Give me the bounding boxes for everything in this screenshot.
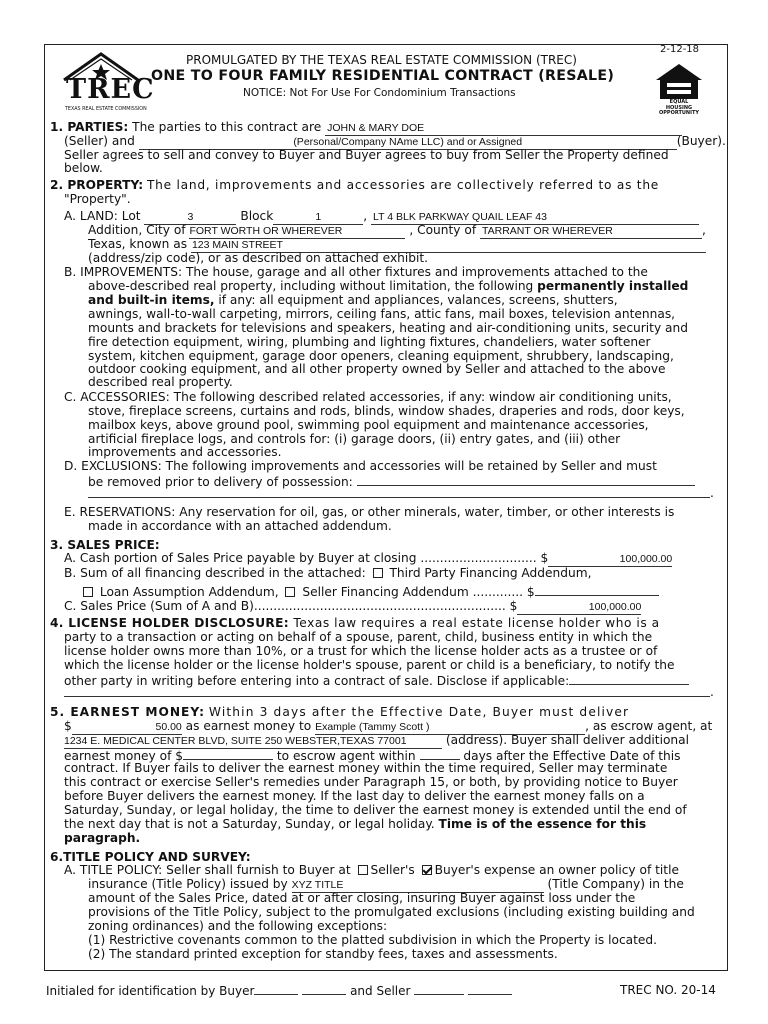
s5-heading: 5. EARNEST MONEY:: [50, 705, 206, 719]
cash-amount-field[interactable]: 100,000.00: [548, 553, 672, 567]
land-lot-label: A. LAND: Lot: [64, 209, 141, 223]
s5-text-2: this contract or exercise Seller's remedies under Paragraph 15, or both, by providing notice to Buyer: [64, 775, 678, 789]
address-field[interactable]: 123 MAIN STREET: [191, 239, 706, 253]
land-line: A. LAND: Lot 3 Block 1 , LT 4 BLK PARKWAY QUAIL LEAF 43: [64, 210, 699, 225]
and-seller-label: and Seller: [350, 984, 411, 998]
insurance-label: insurance (Title Policy) issued by: [88, 877, 288, 891]
s6-line1: [64, 864, 679, 877]
notice-line: NOTICE: Not For Use For Condominium Transactions: [243, 87, 516, 99]
financing-line: [64, 567, 591, 580]
s4-text-2: party to a transaction or acting on behalf of a spouse, parent, child, business entity in which the: [64, 630, 653, 644]
s2-lead: The land, improvements and accessories are collectively referred to as the: [146, 178, 660, 192]
escrow-agent-label: , as escrow agent, at: [585, 719, 713, 733]
title-company-field[interactable]: XYZ TITLE: [292, 879, 544, 893]
s1-text-2: below.: [64, 161, 103, 175]
days-field[interactable]: [420, 748, 460, 760]
exclusions-l1: D. EXCLUSIONS: The following improvements and accessories will be retained by Seller and must: [64, 459, 657, 473]
county-label: , County of: [409, 223, 477, 237]
buyer-initial-1[interactable]: [254, 983, 298, 995]
city-field[interactable]: FORT WORTH OR WHEREVER: [189, 225, 405, 239]
within-label: to escrow agent within: [276, 749, 416, 763]
promulgated-line: PROMULGATED BY THE TEXAS REAL ESTATE COMMISSION (TREC): [186, 53, 577, 67]
financing-line2: [80, 584, 659, 599]
s1-heading: 1. PARTIES:: [50, 120, 129, 134]
s5-line1: [50, 706, 629, 719]
s6-text-2: provisions of the Title Policy, subject to the promulgated exclusions (including existing building and: [88, 905, 695, 919]
exclusions-end: .: [710, 486, 714, 500]
s4-text-1: Texas law requires a real estate license holder who is a: [288, 616, 660, 630]
buyer-expense-label: Buyer's expense an owner policy of title: [434, 863, 679, 877]
accessories-l2: stove, fireplace screens, curtains and rods, blinds, window shades, draperies and rods, door keys,: [88, 404, 685, 418]
exclusions-field-2[interactable]: [88, 497, 710, 498]
s4-line1: [50, 617, 660, 630]
s6-text-1: amount of the Sales Price, dated at or after closing, insuring Buyer against loss under the: [88, 891, 636, 905]
s5-essence: Time is of the essence for this: [438, 817, 647, 831]
eho-text: EQUAL HOUSING OPPORTUNITY: [658, 99, 699, 116]
disclosure-field[interactable]: [569, 673, 689, 685]
financing-label: B. Sum of all financing described in the attached:: [64, 566, 366, 580]
seller-label: (Seller) and: [64, 134, 135, 148]
reservations-l1: E. RESERVATIONS: Any reservation for oil, gas, or other minerals, water, timber, or other interests is: [64, 505, 675, 519]
improvements-l5: mounts and brackets for televisions and speakers, heating and air-conditioning units, security and: [88, 321, 688, 335]
third-party-label: Third Party Financing Addendum,: [389, 566, 592, 580]
s2-lead2: "Property".: [64, 192, 131, 206]
buyer-label: (Buyer).: [676, 134, 726, 148]
seller-expense-checkbox[interactable]: [358, 865, 368, 875]
lot-field[interactable]: 3: [144, 211, 236, 225]
improvements-bold: permanently installed: [537, 279, 689, 293]
exclusions-text: be removed prior to delivery of possession:: [88, 475, 353, 489]
buyer-name-field[interactable]: (Personal/Company NAme LLC) and or Assigned: [139, 136, 677, 150]
s5-text-1: contract. If Buyer fails to deliver the earnest money within the time required, Seller may terminate: [64, 761, 668, 775]
accessories-l4: artificial fireplace logs, and controls for: (i) garage doors, (ii) entry gates, and (iii) other: [88, 432, 621, 446]
disclosure-end: .: [710, 685, 714, 699]
s6-text-4: (1) Restrictive covenants common to the platted subdivision in which the Property is located.: [88, 933, 658, 947]
buyer-expense-checkbox[interactable]: [422, 865, 432, 875]
improvements-text: above-described real property, including without limitation, the following: [88, 279, 534, 293]
address-note: (address/zip code), or as described on attached exhibit.: [88, 251, 429, 265]
improvements-l9: described real property.: [88, 375, 233, 389]
s2-line1: [50, 179, 659, 192]
equal-housing-icon: [654, 62, 704, 118]
reservations-l2: made in accordance with an attached addendum.: [88, 519, 392, 533]
initialed-label: Initialed for identification by Buyer: [46, 984, 255, 998]
loan-assumption-label: Loan Assumption Addendum,: [99, 585, 279, 599]
s5-lead: Within 3 days after the Effective Date, Buyer must deliver: [208, 705, 630, 719]
financing-amount-field[interactable]: [535, 584, 659, 596]
accessories-l1: C. ACCESSORIES: The following described related accessories, if any: window air conditioning units,: [64, 390, 672, 404]
third-party-checkbox[interactable]: [373, 568, 383, 578]
s2-heading: 2. PROPERTY:: [50, 178, 144, 192]
seller-expense-label: Seller's: [370, 863, 415, 877]
improvements-l8: outdoor cooking equipment, and all other property owned by Seller and attached to the above: [88, 362, 666, 376]
s4-heading: 4. LICENSE HOLDER DISCLOSURE:: [50, 616, 289, 630]
days-label: days after the Effective Date of this: [463, 749, 681, 763]
improvements-l1: B. IMPROVEMENTS: The house, garage and all other fixtures and improvements attached to the: [64, 265, 648, 279]
title-company-label: (Title Company) in the: [547, 877, 684, 891]
known-as-label: Texas, known as: [88, 237, 188, 251]
sales-price-field[interactable]: 100,000.00: [517, 601, 641, 615]
s4-line5: [64, 673, 689, 688]
improvements-text-2: if any: all equipment and appliances, valances, screens, shutters,: [214, 293, 618, 307]
form-date: 2-12-18: [660, 44, 700, 55]
improvements-l6: fire detection equipment, wiring, plumbing and lighting fixtures, chandeliers, water softener: [88, 335, 651, 349]
disclosure-field-2[interactable]: [64, 696, 710, 697]
s5-essence-2: paragraph.: [64, 831, 141, 845]
improvements-l3: [88, 294, 618, 307]
legal-description-field[interactable]: LT 4 BLK PARKWAY QUAIL LEAF 43: [371, 211, 699, 225]
improvements-l7: system, kitchen equipment, garage door openers, cleaning equipment, shrubbery, landscaping,: [88, 349, 674, 363]
title-policy-label: A. TITLE POLICY: Seller shall furnish to Buyer at: [64, 863, 351, 877]
sales-price-line: [64, 600, 641, 615]
addition-label: Addition, City of: [88, 223, 186, 237]
seller-initial-2[interactable]: [468, 983, 512, 995]
s5-text-4: Saturday, Sunday, or legal holiday, the time to deliver the earnest money is extended until the end of: [64, 803, 687, 817]
exclusions-l2: [88, 474, 695, 489]
earnest-label: as earnest money to: [185, 719, 312, 733]
improvements-bold-2: and built-in items,: [88, 293, 215, 307]
improvements-l2: [88, 280, 688, 293]
s4-text-3: license holder owns more than 10%, or a trust for which the license holder acts as a trustee or of: [64, 644, 658, 658]
seller-initial-1[interactable]: [414, 983, 464, 995]
county-field[interactable]: TARRANT OR WHEREVER: [480, 225, 702, 239]
s6-heading: 6.TITLE POLICY AND SURVEY:: [50, 850, 251, 864]
s1-line1: [50, 121, 682, 136]
earnest-amount-field[interactable]: 50.00: [72, 721, 182, 735]
s4-text-4: which the license holder or the license holder's spouse, parent or child is a beneficiary, to notify the: [64, 658, 675, 672]
additional-earnest-label: earnest money of $: [64, 749, 184, 763]
earnest-dollar: $: [64, 719, 72, 733]
trec-logo: [60, 50, 155, 118]
s5-line9: [64, 818, 646, 831]
city-line: Addition, City of FORT WORTH OR WHEREVER , County of TARRANT OR WHEREVER ,: [88, 223, 706, 237]
logo-text: TREC: [66, 74, 155, 105]
s3-heading: 3. SALES PRICE:: [50, 538, 160, 552]
page-title: ONE TO FOUR FAMILY RESIDENTIAL CONTRACT (RESALE): [151, 68, 615, 84]
s5-text-3: before Buyer delivers the earnest money. If the last day to deliver the earnest money falls on a: [64, 789, 645, 803]
form-number: TREC NO. 20-14: [620, 983, 716, 997]
s1-text-1: Seller agrees to sell and convey to Buyer and Buyer agrees to buy from Seller the Property defined: [64, 148, 669, 162]
exclusions-field[interactable]: [357, 474, 695, 486]
improvements-l4: awnings, wall-to-wall carpeting, mirrors, ceiling fans, attic fans, mail boxes, television antennas,: [88, 307, 676, 321]
seller-name-field[interactable]: JOHN & MARY DOE: [325, 122, 682, 136]
accessories-l5: improvements and accessories.: [88, 445, 282, 459]
address-tail: (address). Buyer shall deliver additional: [445, 733, 690, 747]
escrow-agent-field[interactable]: Example (Tammy Scott ): [315, 721, 585, 735]
s5-text-5: the next day that is not a Saturday, Sunday, or legal holiday.: [64, 817, 435, 831]
escrow-address-field[interactable]: 1234 E. MEDICAL CENTER BLVD, SUITE 250 WEBSTER,TEXAS 77001: [64, 735, 442, 749]
s6-text-3: zoning ordinances) and the following exceptions:: [88, 919, 388, 933]
buyer-initial-2[interactable]: [302, 983, 346, 995]
accessories-l3: mailbox keys, above ground pool, swimming pool equipment and maintenance accessories,: [88, 418, 649, 432]
logo-subtext: TEXAS REAL ESTATE COMMISSION: [65, 107, 147, 112]
seller-financing-checkbox[interactable]: [285, 587, 295, 597]
loan-assumption-checkbox[interactable]: [83, 587, 93, 597]
cash-label: A. Cash portion of Sales Price payable by Buyer at closing .............................. $: [64, 551, 549, 565]
s1-lead: The parties to this contract are: [132, 120, 322, 134]
block-field[interactable]: 1: [273, 211, 363, 225]
block-label: Block: [240, 209, 274, 223]
additional-earnest-field[interactable]: [183, 748, 273, 760]
seller-financing-label: Seller Financing Addendum ............. $: [302, 585, 535, 599]
s5-line3: [64, 734, 689, 749]
sales-price-label: C. Sales Price (Sum of A and B)................................................................. $: [64, 599, 518, 613]
cash-line: [64, 552, 672, 567]
s6-text-5: (2) The standard printed exception for standby fees, taxes and assessments.: [88, 947, 558, 961]
footer-initials: [46, 983, 512, 998]
s4-text-5: other party in writing before entering into a contract of sale. Disclose if applicable:: [64, 674, 570, 688]
